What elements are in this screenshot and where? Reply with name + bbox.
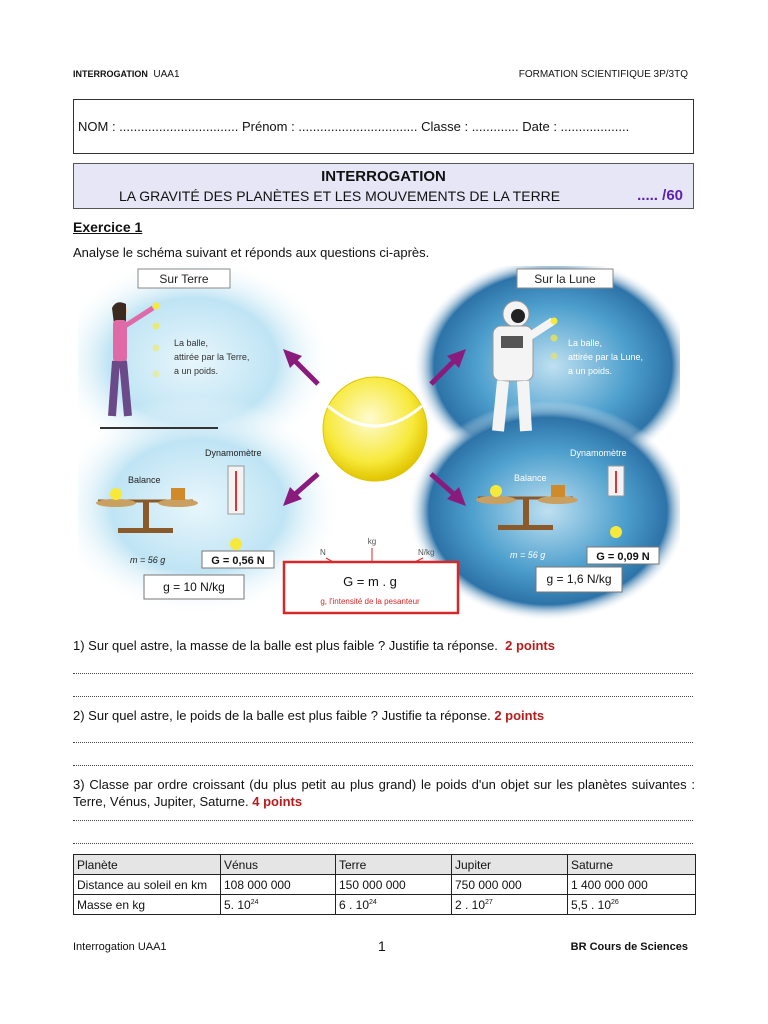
gravity-diagram	[78, 266, 680, 620]
answer-line[interactable]	[73, 673, 693, 674]
moon-balance-label: Balance	[514, 473, 547, 483]
table-cell: 5,5 . $10^{26}$	[568, 895, 696, 915]
earth-dynamometer-label: Dynamomètre	[205, 448, 262, 458]
unit-nkg: N/kg	[418, 548, 435, 557]
table-cell: 750 000 000	[452, 875, 568, 895]
earth-tag: Sur Terre	[159, 272, 209, 286]
answer-line[interactable]	[73, 765, 693, 766]
moon-text-3: a un poids.	[568, 366, 613, 376]
identity-box	[73, 99, 694, 154]
moon-weight: G = 0,09 N	[596, 551, 650, 563]
moon-text-2: attirée par la Lune,	[568, 352, 644, 362]
exercise-title: Exercice 1	[73, 219, 143, 235]
moon-text-1: La balle,	[568, 338, 603, 348]
planet-table	[73, 854, 696, 915]
page-number: 1	[378, 938, 386, 954]
footer-left: Interrogation UAA1	[73, 941, 167, 953]
answer-line[interactable]	[73, 696, 693, 697]
identity-fields: NOM : ................................. Prénom : ................................. Classe : ............. Date : ...................	[78, 119, 630, 134]
table-cell: Vénus	[221, 855, 336, 875]
table-row	[74, 855, 696, 875]
table-cell: Terre	[336, 855, 452, 875]
answer-line[interactable]	[73, 742, 693, 743]
title-box	[73, 163, 694, 209]
answer-line[interactable]	[73, 820, 693, 821]
moon-dynamometer-label: Dynamomètre	[570, 448, 627, 458]
question-3-points: 4 points	[252, 794, 303, 809]
earth-g: g = 10 N/kg	[163, 580, 225, 594]
exercise-instruction: Analyse le schéma suivant et réponds aux questions ci-après.	[73, 245, 430, 260]
question-3: 3) Classe par ordre croissant (du plus petit au plus grand) le poids d'un objet sur les planètes suivantes : Terre, Vénus, Jupiter, Saturne. 4 points	[73, 777, 695, 809]
table-cell: 108 000 000	[221, 875, 336, 895]
table-cell: 6 . $10^{24}$	[336, 895, 452, 915]
score-field: ..... /60	[637, 187, 683, 204]
table-cell: Masse en kg	[74, 895, 221, 915]
footer-right: BR Cours de Sciences	[570, 941, 688, 953]
tennis-ball	[323, 377, 427, 481]
earth-text-1: La balle,	[174, 338, 209, 348]
page-title: INTERROGATION	[321, 168, 446, 185]
question-2-points: 2 points	[494, 708, 545, 723]
header-left: INTERROGATION UAA1	[73, 69, 180, 80]
earth-text-2: attirée par la Terre,	[174, 352, 250, 362]
moon-tag: Sur la Lune	[534, 272, 596, 286]
table-cell: Jupiter	[452, 855, 568, 875]
earth-balance-label: Balance	[128, 475, 161, 485]
moon-mass: m = 56 g	[510, 550, 546, 560]
earth-weight: G = 0,56 N	[211, 555, 265, 567]
table-cell: 2 . $10^{27}$	[452, 895, 568, 915]
table-row	[74, 875, 696, 895]
table-cell: Planète	[74, 855, 221, 875]
table-cell: Distance au soleil en km	[74, 875, 221, 895]
page-subtitle: LA GRAVITÉ DES PLANÈTES ET LES MOUVEMENTS DE LA TERRE	[119, 188, 561, 204]
question-2: 2) Sur quel astre, le poids de la balle est plus faible ? Justifie ta réponse. 2 points	[73, 708, 545, 723]
question-1-points: 2 points	[505, 638, 555, 653]
formula: G = m . g	[343, 574, 397, 589]
answer-line[interactable]	[73, 843, 693, 844]
table-cell: Saturne	[568, 855, 696, 875]
earth-text-3: a un poids.	[174, 366, 219, 376]
earth-mass: m = 56 g	[130, 555, 166, 565]
table-cell: 1 400 000 000	[568, 875, 696, 895]
moon-g: g = 1,6 N/kg	[546, 572, 612, 586]
question-1: 1) Sur quel astre, la masse de la balle est plus faible ? Justifie ta réponse. 2 points	[73, 638, 555, 653]
formula-note: g, l'intensité de la pesanteur	[320, 597, 420, 606]
header-right: FORMATION SCIENTIFIQUE 3P/3TQ	[518, 69, 688, 80]
unit-n: N	[320, 548, 326, 557]
table-cell: 5. $10^{24}$	[221, 895, 336, 915]
table-cell: 150 000 000	[336, 875, 452, 895]
table-row	[74, 895, 696, 915]
unit-kg: kg	[367, 537, 377, 546]
